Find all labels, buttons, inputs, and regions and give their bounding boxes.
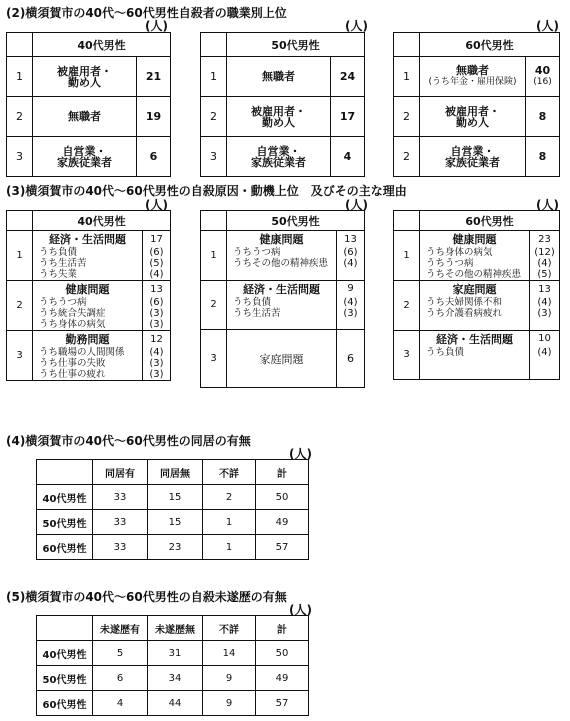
table-cell: 44 [148, 691, 203, 716]
cause-sub: うち統合失調症 [33, 308, 143, 319]
rank-cell: 3 [7, 137, 33, 177]
job-cell: 無職者 [227, 57, 331, 97]
table-header: 50代男性 [227, 33, 365, 57]
table-cell: 34 [148, 666, 203, 691]
cause-sub-count: (4) [530, 347, 560, 358]
column-header: 同居有 [93, 460, 148, 485]
job-cell: 無職者 [33, 97, 137, 137]
cause-sub: うち仕事の失敗 [33, 358, 143, 369]
table-cell: 33 [93, 510, 148, 535]
table-row [37, 691, 309, 716]
job-cell: 自営業・ 家族従業者 [33, 137, 137, 177]
cause-sub-count: (4) [143, 269, 171, 281]
cause-sub: うち職場の人間関係 [33, 347, 143, 358]
cause-sub: うち仕事の疲れ [33, 369, 143, 381]
cause-sub-count: (3) [143, 358, 171, 369]
cause-table-50s [200, 210, 365, 388]
job-cell: 自営業・ 家族従業者 [227, 137, 331, 177]
table-cell: 23 [148, 535, 203, 560]
cause-sub-count: (4) [143, 347, 171, 358]
rank-cell: 2 [201, 97, 227, 137]
table-cell: 9 [203, 666, 256, 691]
column-header: 計 [256, 616, 309, 641]
cause-sub: うち負債 [420, 347, 530, 358]
table-cell: 33 [93, 485, 148, 510]
job-cell: 被雇用者・ 勤め人 [420, 97, 526, 137]
cause-sub-count: (3) [337, 308, 365, 319]
table-header: 60代男性 [420, 33, 560, 57]
cause-sub: うちその他の精神疾患 [227, 258, 337, 269]
count-cell: 21 [137, 57, 171, 97]
section3-unit-50: (人) [345, 198, 368, 212]
table-cell: 49 [256, 510, 309, 535]
cause-sub: うち生活苦 [227, 308, 337, 319]
rank-cell: 1 [7, 231, 33, 281]
section5-unit: (人) [289, 603, 312, 617]
cause-sub-count: (3) [143, 369, 171, 381]
cause-count: 10 [530, 330, 560, 347]
cause-table-60s [393, 210, 560, 380]
table-header: 40代男性 [33, 211, 171, 231]
table-cell: 9 [203, 691, 256, 716]
occupation-table-40s [6, 32, 171, 177]
table-cell: 50 [256, 485, 309, 510]
rank-cell: 2 [394, 137, 420, 177]
table-cell: 15 [148, 510, 203, 535]
section2-unit-50: (人) [345, 19, 368, 33]
cause-sub-count: (3) [143, 319, 171, 331]
table-cell: 33 [93, 535, 148, 560]
table-cell: 1 [203, 535, 256, 560]
cause-sub-count: (5) [143, 258, 171, 269]
cause-category: 経済・生活問題 [227, 280, 337, 297]
table-row [37, 535, 309, 560]
rank-cell: 2 [7, 281, 33, 331]
table-cell: 31 [148, 641, 203, 666]
cause-count: 17 [143, 231, 171, 248]
occupation-table-60s [393, 32, 560, 177]
cohabitation-table [36, 459, 309, 560]
table-header: 50代男性 [227, 211, 365, 231]
rank-cell: 3 [394, 330, 420, 380]
cause-sub: うち失業 [33, 269, 143, 281]
cause-category: 家庭問題 [227, 330, 337, 388]
table-row [37, 641, 309, 666]
row-header: 50代男性 [37, 666, 93, 691]
count-cell: 24 [331, 57, 365, 97]
section2-title: (2)横須賀市の40代～60代男性自殺者の職業別上位 [6, 6, 287, 20]
cause-sub-count: (4) [530, 258, 560, 269]
table-cell: 49 [256, 666, 309, 691]
row-header: 50代男性 [37, 510, 93, 535]
count-cell: 6 [137, 137, 171, 177]
cause-sub-count: (12) [530, 247, 560, 258]
cause-category: 健康問題 [227, 231, 337, 248]
count-cell: 40 (16) [526, 57, 560, 97]
table-row [37, 510, 309, 535]
column-header: 同居無 [148, 460, 203, 485]
cause-sub-count: (4) [530, 297, 560, 308]
row-header: 60代男性 [37, 691, 93, 716]
count-cell: 8 [526, 97, 560, 137]
cause-sub-count: (6) [337, 247, 365, 258]
cause-count: 13 [337, 231, 365, 248]
section2-unit-60: (人) [536, 19, 559, 33]
column-header: 不詳 [203, 616, 256, 641]
count-cell: 8 [526, 137, 560, 177]
cause-count: 9 [337, 280, 365, 297]
cause-sub: うち夫婦関係不和 [420, 297, 530, 308]
rank-cell: 2 [394, 281, 420, 331]
cause-sub: うちその他の精神疾患 [420, 269, 530, 281]
cause-sub: うち身体の病気 [420, 247, 530, 258]
count-cell: 17 [331, 97, 365, 137]
cause-sub: うちうつ病 [420, 258, 530, 269]
section4-title: (4)横須賀市の40代～60代男性の同居の有無 [6, 434, 251, 448]
cause-sub: うちうつ病 [227, 247, 337, 258]
cause-count: 6 [337, 330, 365, 388]
column-header: 不詳 [203, 460, 256, 485]
rank-cell: 2 [201, 280, 227, 330]
rank-cell: 1 [394, 231, 420, 281]
table-cell: 4 [93, 691, 148, 716]
rank-cell: 1 [7, 57, 33, 97]
rank-cell: 1 [201, 231, 227, 281]
section5-title: (5)横須賀市の40代～60代男性の自殺未遂歴の有無 [6, 590, 287, 604]
count-cell: 4 [331, 137, 365, 177]
cause-category: 家庭問題 [420, 281, 530, 298]
table-header: 40代男性 [33, 33, 171, 57]
section3-unit-40: (人) [145, 198, 168, 212]
cause-category: 経済・生活問題 [420, 330, 530, 347]
table-cell: 6 [93, 666, 148, 691]
section2-unit-40: (人) [145, 19, 168, 33]
rank-cell: 2 [394, 97, 420, 137]
cause-sub: うち介護看病疲れ [420, 308, 530, 319]
rank-cell: 3 [201, 137, 227, 177]
cause-category: 経済・生活問題 [33, 231, 143, 248]
section4-unit: (人) [289, 447, 312, 461]
rank-cell: 2 [7, 97, 33, 137]
cause-table-40s [6, 210, 171, 381]
cause-count: 23 [530, 231, 560, 248]
table-cell: 15 [148, 485, 203, 510]
cause-sub-count: (4) [337, 258, 365, 269]
cause-sub: うち生活苦 [33, 258, 143, 269]
table-cell: 14 [203, 641, 256, 666]
cause-sub: うちうつ病 [33, 297, 143, 308]
cause-sub-count: (3) [530, 308, 560, 319]
row-header: 60代男性 [37, 535, 93, 560]
column-header: 計 [256, 460, 309, 485]
cause-count: 12 [143, 331, 171, 348]
table-row [37, 485, 309, 510]
cause-sub-count: (6) [143, 297, 171, 308]
cause-sub-count: (3) [143, 308, 171, 319]
table-cell: 1 [203, 510, 256, 535]
cause-count: 13 [143, 281, 171, 298]
row-header: 40代男性 [37, 485, 93, 510]
job-cell: 無職者 (うち年金・雇用保険) [420, 57, 526, 97]
cause-sub: うち身体の病気 [33, 319, 143, 331]
rank-cell: 3 [201, 330, 227, 388]
column-header: 未遂歴有 [93, 616, 148, 641]
job-cell: 被雇用者・ 勤め人 [227, 97, 331, 137]
table-cell: 50 [256, 641, 309, 666]
cause-category: 健康問題 [33, 281, 143, 298]
table-cell: 2 [203, 485, 256, 510]
table-row [37, 666, 309, 691]
rank-cell: 3 [7, 331, 33, 381]
cause-sub-count: (5) [530, 269, 560, 281]
rank-cell: 1 [201, 57, 227, 97]
cause-sub: うち負債 [227, 297, 337, 308]
section3-title: (3)横須賀市の40代～60代男性の自殺原因・動機上位 及びその主な理由 [6, 184, 407, 198]
cause-category: 勤務問題 [33, 331, 143, 348]
count-cell: 19 [137, 97, 171, 137]
table-cell: 5 [93, 641, 148, 666]
job-cell: 自営業・ 家族従業者 [420, 137, 526, 177]
cause-category: 健康問題 [420, 231, 530, 248]
table-cell: 57 [256, 691, 309, 716]
table-cell: 57 [256, 535, 309, 560]
cause-sub-count: (4) [337, 297, 365, 308]
job-cell: 被雇用者・ 勤め人 [33, 57, 137, 97]
table-header: 60代男性 [420, 211, 560, 231]
section3-unit-60: (人) [536, 198, 559, 212]
cause-sub-count: (6) [143, 247, 171, 258]
occupation-table-50s [200, 32, 365, 177]
cause-sub: うち負債 [33, 247, 143, 258]
row-header: 40代男性 [37, 641, 93, 666]
cause-count: 13 [530, 281, 560, 298]
column-header: 未遂歴無 [148, 616, 203, 641]
rank-cell: 1 [394, 57, 420, 97]
attempt-history-table [36, 615, 309, 716]
